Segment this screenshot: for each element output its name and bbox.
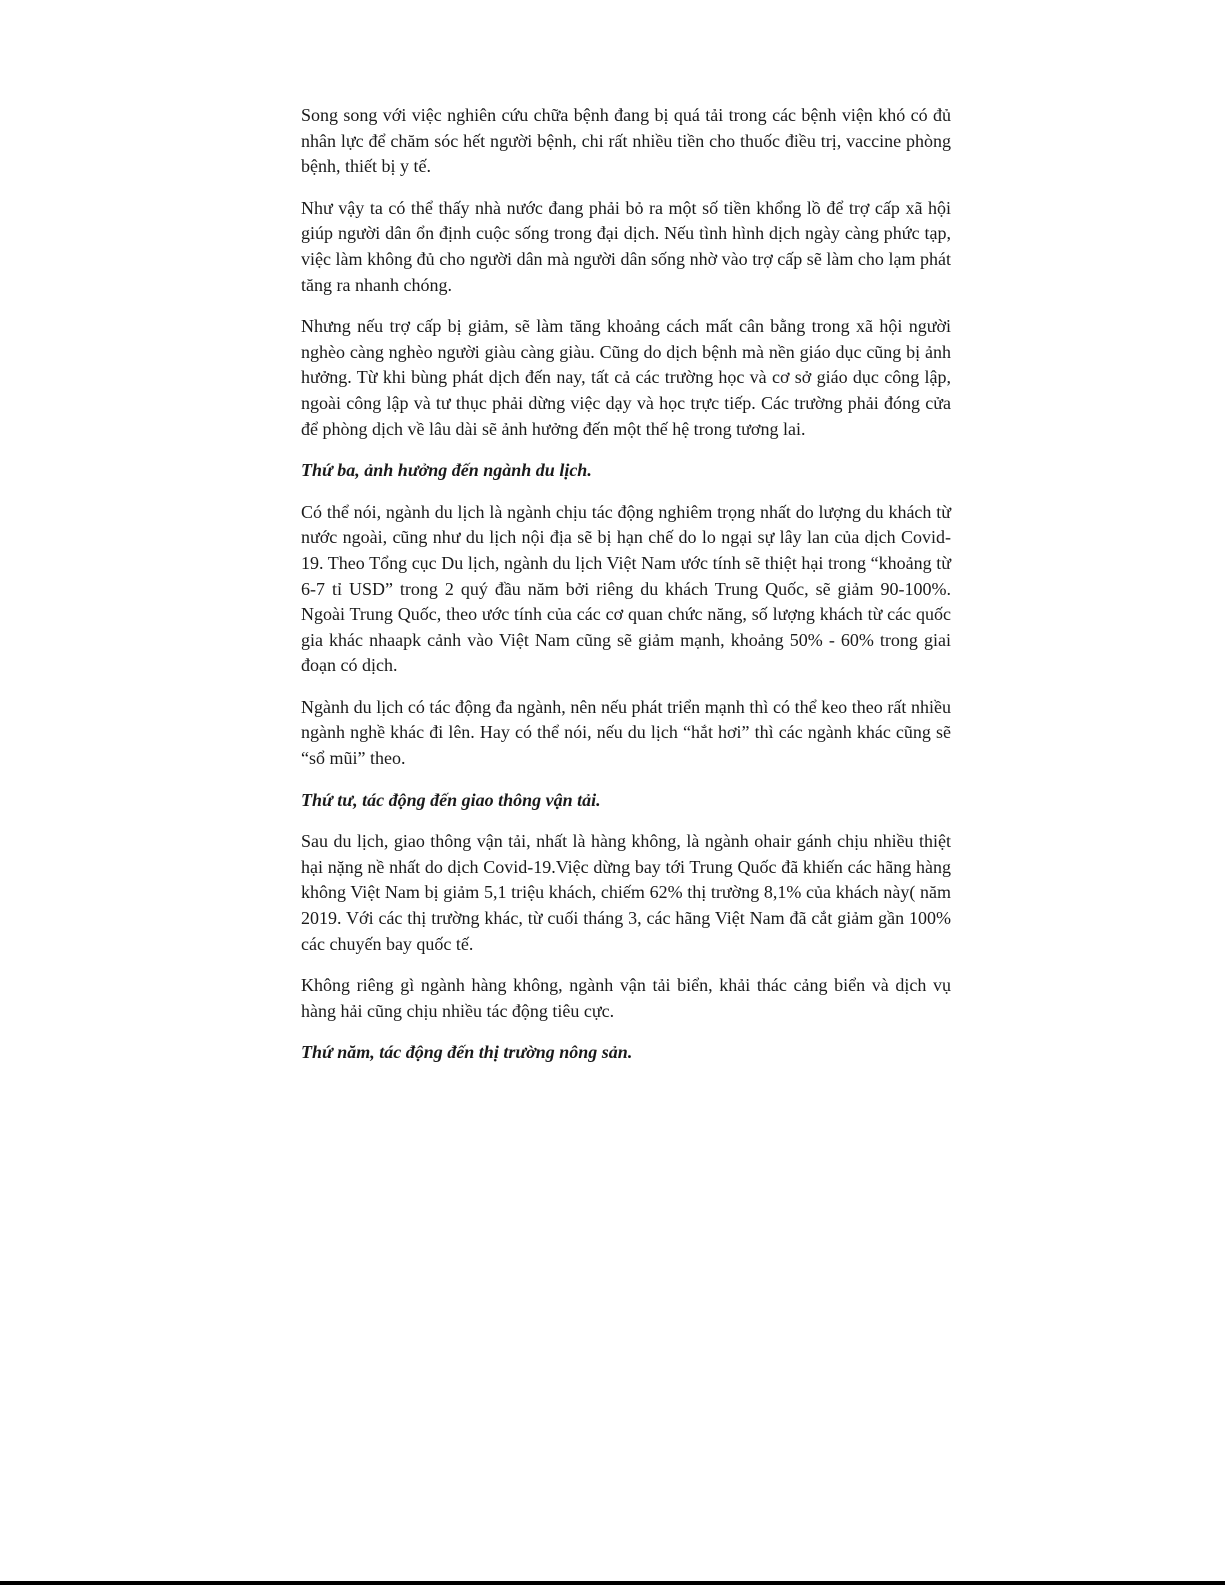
paragraph-tourism-multisector: Ngành du lịch có tác động đa ngành, nên nếu phát triển mạnh thì có thể keo theo rất nhiều ngành nghề khác đi lên. Hay có thể nói, nếu du lịch “hắt hơi” thì các ngành khác cũng sẽ “sổ mũi” theo. <box>301 696 951 769</box>
paragraph-education-impact: Nhưng nếu trợ cấp bị giảm, sẽ làm tăng khoảng cách mất cân bằng trong xã hội người nghèo càng nghèo người giàu càng giàu. Cũng do dịch bệnh mà nền giáo dục cũng bị ảnh hưởng. Từ khi bùng phát dịch đến nay, tất cả các trường học và cơ sở giáo dục công lập, ngoài công lập và tư thục phải dừng việc dạy và học trực tiếp. Các trường phải đóng cửa để phòng dịch về lâu dài sẽ ảnh hưởng đến một thế hệ trong tương lai. <box>301 316 951 439</box>
page-bottom-border <box>0 1581 1225 1585</box>
paragraph-social-subsidy: Như vậy ta có thể thấy nhà nước đang phải bỏ ra một số tiền khổng lồ để trợ cấp xã hội giúp người dân ổn định cuộc sống trong đại dịch. Nếu tình hình dịch ngày càng phức tạp, việc làm không đủ cho người dân mà người dân sống nhờ vào trợ cấp sẽ làm cho lạm phát tăng ra nhanh chóng. <box>301 197 951 295</box>
heading-agriculture-market: Thứ năm, tác động đến thị trường nông sản. <box>301 1042 633 1063</box>
paragraph-aviation-losses: Sau du lịch, giao thông vận tải, nhất là hàng không, là ngành ohair gánh chịu nhiều thiệt hại nặng nề nhất do dịch Covid-19.Việc dừng bay tới Trung Quốc đã khiến các hãng hàng không Việt Nam bị giảm 5,1 triệu khách, chiếm 62% thị trường 8,1% của khách này( năm 2019. Với các thị trường khác, từ cuối tháng 3, các hãng Việt Nam đã cắt giảm gần 100% các chuyến bay quốc tế. <box>301 831 951 954</box>
paragraph-treatment-costs: Song song với việc nghiên cứu chữa bệnh đang bị quá tải trong các bệnh viện khó có đủ nhân lực để chăm sóc hết người bệnh, chi rất nhiều tiền cho thuốc điều trị, vaccine phòng bệnh, thiết bị y tế. <box>301 105 951 177</box>
heading-transport: Thứ tư, tác động đến giao thông vận tải. <box>301 789 601 810</box>
paragraph-maritime: Không riêng gì ngành hàng không, ngành vận tải biển, khải thác cảng biển và dịch vụ hàng hải cũng chịu nhiều tác động tiêu cực. <box>301 975 951 1021</box>
document-body <box>301 103 951 1082</box>
heading-tourism: Thứ ba, ảnh hưởng đến ngành du lịch. <box>301 460 592 481</box>
paragraph-tourism-losses: Có thể nói, ngành du lịch là ngành chịu tác động nghiêm trọng nhất do lượng du khách từ nước ngoài, cũng như du lịch nội địa sẽ bị hạn chế do lo ngại sự lây lan của dịch Covid-19. Theo Tổng cục Du lịch, ngành du lịch Việt Nam ước tính sẽ thiệt hại trong “khoảng từ 6-7 tỉ USD” trong 2 quý đầu năm bởi riêng du khách Trung Quốc, sẽ giảm 90-100%. Ngoài Trung Quốc, theo ước tính của các cơ quan chức năng, số lượng khách từ các quốc gia khác nhaapk cảnh vào Việt Nam cũng sẽ giảm mạnh, khoảng 50% - 60% trong giai đoạn có dịch. <box>301 501 951 676</box>
